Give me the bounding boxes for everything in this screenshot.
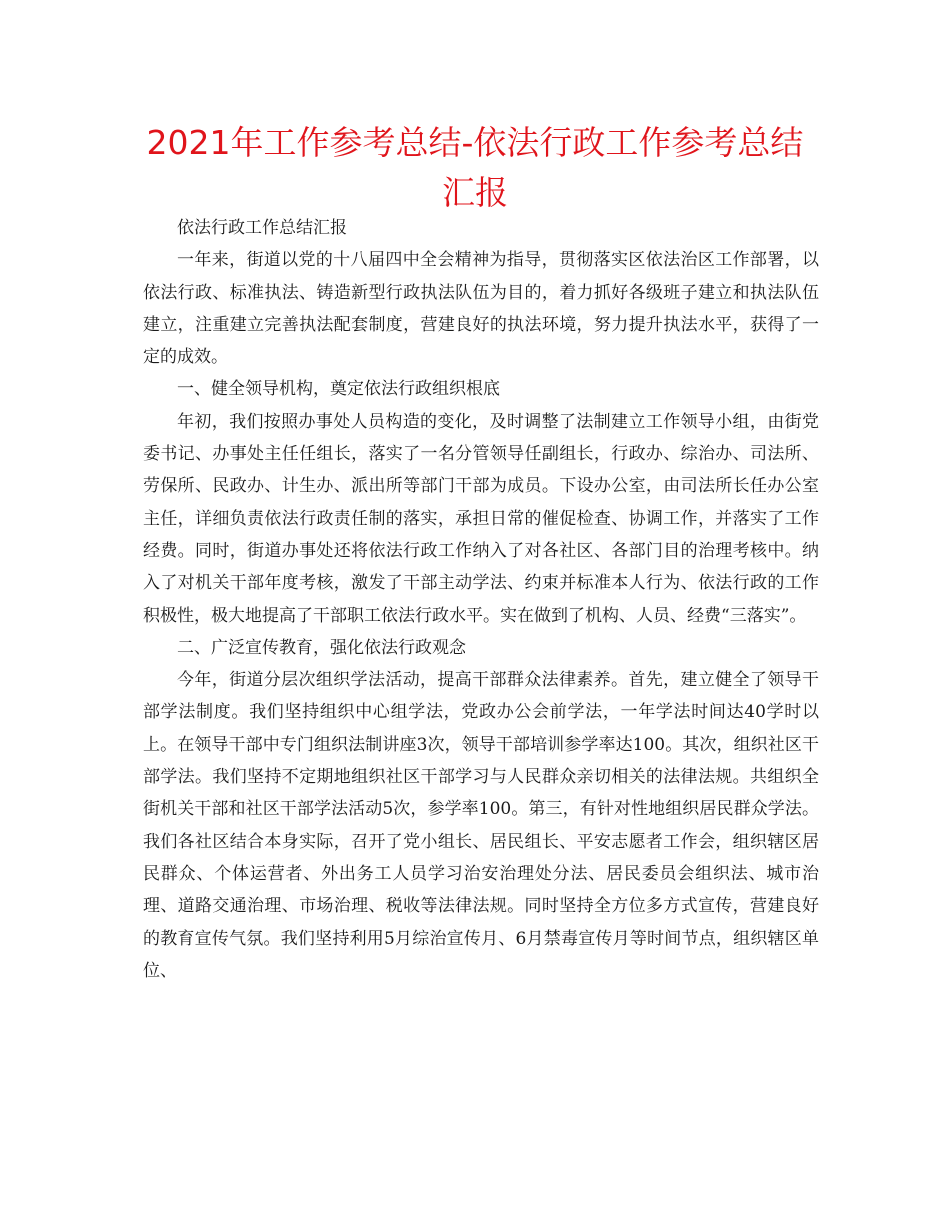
document-title: 2021年工作参考总结-依法行政工作参考总结汇报 xyxy=(146,123,804,212)
subtitle-paragraph: 依法行政工作总结汇报 xyxy=(177,218,347,238)
section-1-paragraph: 年初，我们按照办事处人员构造的变化，及时调整了法制建立工作领导小组，由街党委书记、办事处主任任组长，落实了一名分管领导任副组长，行政办、综治办、司法所、劳保所、民政办、计生办、派出所等部门干部为成员。下设办公室，由司法所长任办公室主任，详细负责依法行政责任制的落实，承担日常的催促检查、协调工作，并落实了工作经费。同时，街道办事处还将依法行政工作纳入了对各社区、各部门目的治理考核中。纳入了对机关干部年度考核，激发了干部主动学法、约束并标准本人行为、依法行政的工作积极性，极大地提高了干部职工依法行政水平。实在做到了机构、人员、经费“三落实”。 xyxy=(143,411,819,626)
intro-paragraph: 一年来，街道以党的十八届四中全会精神为指导，贯彻落实区依法治区工作部署，以依法行政、标准执法、铸造新型行政执法队伍为目的，着力抓好各级班子建立和执法队伍建立，注重建立完善执法配套制度，营建良好的执法环境，努力提升执法水平，获得了一定的成效。 xyxy=(143,250,819,368)
document-body xyxy=(143,212,819,987)
section-2-paragraph: 今年，街道分层次组织学法活动，提高干部群众法律素养。首先，建立健全了领导干部学法制度。我们坚持组织中心组学法，党政办公会前学法，一年学法时间达40学时以上。在领导干部中专门组织法制讲座3次，领导干部培训参学率达100。其次，组织社区干部学法。我们坚持不定期地组织社区干部学习与人民群众亲切相关的法律法规。共组织全街机关干部和社区干部学法活动5次，参学率100。第三，有针对性地组织居民群众学法。我们各社区结合本身实际，召开了党小组长、居民组长、平安志愿者工作会，组织辖区居民群众、个体运营者、外出务工人员学习治安治理处分法、居民委员会组织法、城市治理、道路交通治理、市场治理、税收等法律法规。同时坚持全方位多方式宣传，营建良好的教育宣传气氛。我们坚持利用5月综治宣传月、6月禁毒宣传月等时间节点，组织辖区单位、 xyxy=(143,670,819,981)
section-heading-2: 二、广泛宣传教育，强化依法行政观念 xyxy=(177,637,466,658)
section-heading-1: 一、健全领导机构，奠定依法行政组织根底 xyxy=(177,379,500,400)
